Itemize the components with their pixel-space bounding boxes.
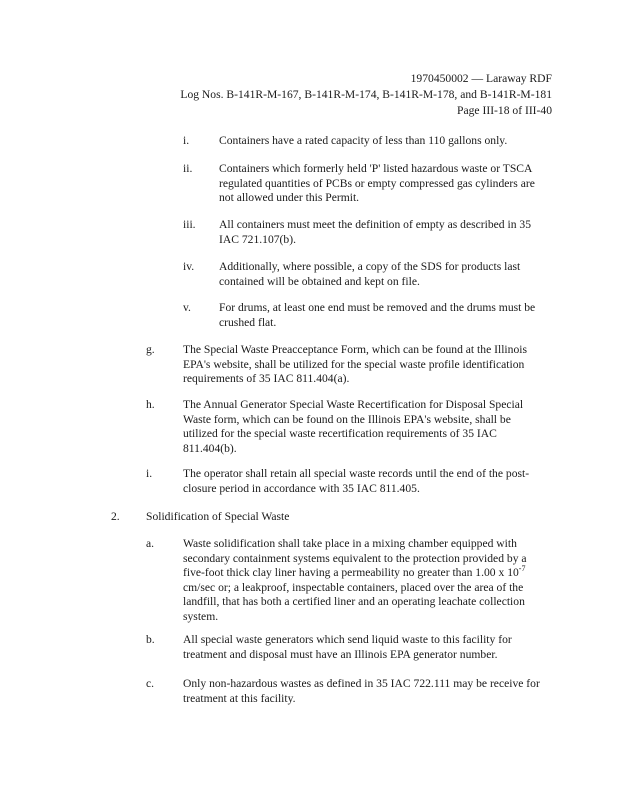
permeability-exponent: -7 xyxy=(518,564,526,574)
section-number: 2. xyxy=(111,510,120,523)
list-item-text-i: The operator shall retain all special waste records until the end of the post-closure period in accordance with 35 IAC 811.405. xyxy=(183,467,530,495)
roman-numeral-v: v. xyxy=(183,301,191,314)
list-item-text-g: The Special Waste Preacceptance Form, which can be found at the Illinois EPA's website, shall be utilized for the special waste profile identification requirements of 35 IAC 811.404(a). xyxy=(183,343,527,386)
roman-item-text-ii: Containers which formerly held 'P' listed hazardous waste or TSCA regulated quantities of PCBs or empty compressed gas cylinders are not allowed under this Permit. xyxy=(219,162,535,205)
header-log-numbers: Log Nos. B-141R-M-167, B-141R-M-174, B-141R-M-178, and B-141R-M-181 xyxy=(180,88,552,101)
roman-numeral-ii: ii. xyxy=(183,162,193,175)
item-a-text-end: cm/sec or; a leakproof, inspectable containers, placed over the area of the landfill, that has both a certified liner and an operating leachate collection system. xyxy=(183,580,525,623)
roman-numeral-iv: iv. xyxy=(183,260,195,273)
section-title: Solidification of Special Waste xyxy=(146,510,290,523)
item-a-text-start: Waste solidification shall take place in a mixing chamber equipped with secondary containment systems equivalent to the protection provided by a five-foot thick clay liner having a permeability no greater than 1.00 x 10 xyxy=(183,537,527,580)
list-item-text-h: The Annual Generator Special Waste Recertification for Disposal Special Waste form, which can be found on the Illinois EPA's website, shall be utilized for the special waste recertification requirements of 35 IAC 811.404(b). xyxy=(183,398,524,455)
roman-numeral-i: i. xyxy=(183,134,190,147)
list-item-text-b: All special waste generators which send liquid waste to this facility for treatment and disposal must have an Illinois EPA generator number. xyxy=(183,633,512,661)
list-item-letter-h: h. xyxy=(146,398,155,411)
list-item-letter-i: i. xyxy=(146,467,153,480)
list-item-letter-b: b. xyxy=(146,633,155,646)
list-item-letter-a: a. xyxy=(146,537,155,550)
roman-numeral-iii: iii. xyxy=(183,218,196,231)
roman-item-text-i: Containers have a rated capacity of less than 110 gallons only. xyxy=(219,134,508,147)
list-item-letter-g: g. xyxy=(146,343,155,356)
roman-item-text-iii: All containers must meet the definition of empty as described in 35 IAC 721.107(b). xyxy=(219,218,531,246)
header-page-number: Page III-18 of III-40 xyxy=(457,104,552,117)
list-item-letter-c: c. xyxy=(146,677,155,690)
header-facility-id: 1970450002 — Laraway RDF xyxy=(410,72,552,85)
list-item-text-c: Only non-hazardous wastes as defined in 35 IAC 722.111 may be receive for treatment at this facility. xyxy=(183,677,540,705)
roman-item-text-iv: Additionally, where possible, a copy of the SDS for products last contained will be obtained and kept on file. xyxy=(219,260,521,288)
list-item-text-a xyxy=(183,537,541,625)
roman-item-text-v: For drums, at least one end must be removed and the drums must be crushed flat. xyxy=(219,301,536,329)
